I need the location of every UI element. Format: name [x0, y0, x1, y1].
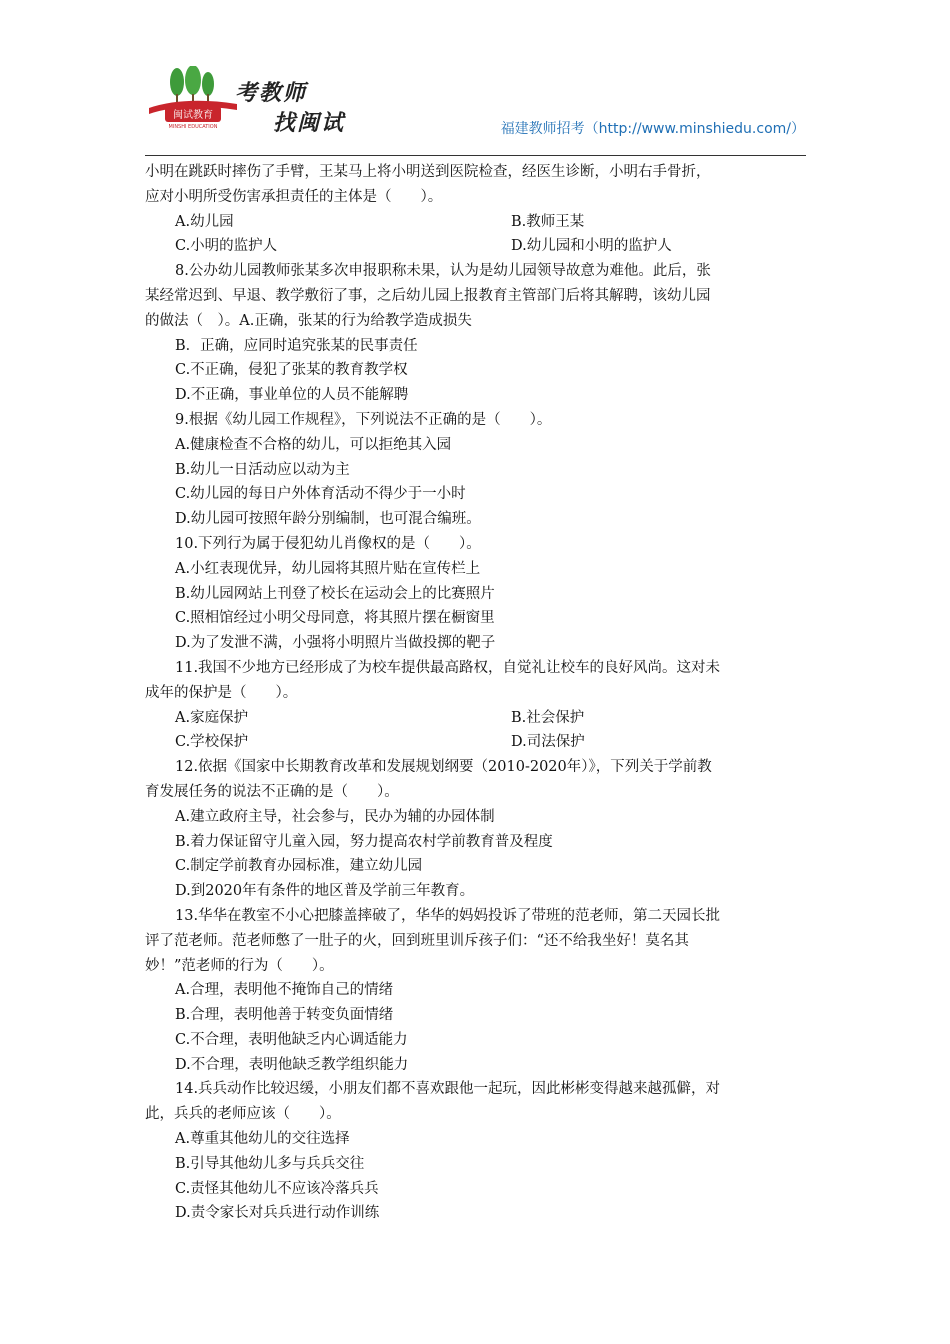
option: D.不正确，事业单位的人员不能解聘	[175, 387, 409, 404]
option: B.教师王某	[511, 213, 585, 230]
option: D.司法保护	[511, 734, 585, 751]
option: C.照相馆经过小明父母同意，将其照片摆在橱窗里	[175, 610, 495, 627]
text-line: 育发展任务的说法不正确的是（ ）。	[145, 783, 399, 800]
option: B．正确，应同时追究张某的民事责任	[175, 337, 418, 354]
question-8: 8.公办幼儿园教师张某多次申报职称未果，认为是幼儿园领导故意为难他。此后，张	[175, 263, 711, 280]
option: D.到2020年有条件的地区普及学前三年教育。	[175, 883, 475, 900]
text-line: 小明在跳跃时摔伤了手臂，王某马上将小明送到医院检查，经医生诊断，小明右手骨折，	[145, 164, 711, 180]
svg-text:闽试教育: 闽试教育	[173, 110, 213, 121]
page-header	[145, 66, 805, 156]
question-11: 11.我国不少地方已经形成了为校车提供最高路权，自觉礼让校车的良好风尚。这对未	[175, 659, 721, 676]
option: C.不正确，侵犯了张某的教育教学权	[175, 362, 408, 379]
slogan-line-2: 找闽试	[273, 110, 346, 136]
question-9: 9.根据《幼儿园工作规程》，下列说法不正确的是（ ）。	[175, 411, 552, 428]
text-line: 的做法（ ）。A.正确，张某的行为给教学造成损失	[145, 312, 472, 329]
option-row	[145, 210, 806, 235]
option: B.合理，表明他善于转变负面情绪	[175, 1007, 394, 1024]
option: A.健康检查不合格的幼儿，可以拒绝其入园	[175, 436, 452, 453]
option: D.为了发泄不满，小强将小明照片当做投掷的靶子	[175, 635, 496, 652]
option: A.幼儿园	[175, 213, 234, 230]
option: C.制定学前教育办园标准，建立幼儿园	[175, 858, 423, 875]
option: D.责令家长对兵兵进行动作训练	[175, 1205, 380, 1222]
option: D.不合理，表明他缺乏教学组织能力	[175, 1056, 409, 1073]
option: A.尊重其他幼儿的交往选择	[175, 1131, 350, 1148]
option: C.责怪其他幼儿不应该冷落兵兵	[175, 1180, 379, 1197]
option: B.幼儿一日活动应以动为主	[175, 461, 350, 478]
option: C.幼儿园的每日户外体育活动不得少于一小时	[175, 486, 466, 503]
question-body	[145, 160, 806, 1226]
site-link[interactable]: 福建教师招考（http://www.minshiedu.com/）	[500, 121, 805, 137]
option: B.引导其他幼儿多与兵兵交往	[175, 1155, 365, 1172]
text-line: 评了范老师。范老师憋了一肚子的火，回到班里训斥孩子们：“还不给我坐好！莫名其	[145, 932, 689, 949]
option: A.建立政府主导，社会参与，民办为辅的办园体制	[175, 808, 495, 825]
option: D.幼儿园可按照年龄分别编制，也可混合编班。	[175, 511, 481, 528]
option: C.学校保护	[175, 734, 249, 751]
question-13: 13.华华在教室不小心把膝盖摔破了，华华的妈妈投诉了带班的范老师，第二天园长批	[175, 907, 721, 924]
option: B.着力保证留守儿童入园，努力提高农村学前教育普及程度	[175, 833, 553, 850]
text-line: 应对小明所受伤害承担责任的主体是（ ）。	[145, 188, 443, 205]
text-line: 某经常迟到、早退、教学敷衍了事，之后幼儿园上报教育主管部门后将其解聘，该幼儿园	[145, 287, 711, 304]
option-row	[145, 234, 806, 259]
text-line: 妙！”范老师的行为（ ）。	[145, 957, 334, 974]
question-10: 10.下列行为属于侵犯幼儿肖像权的是（ ）。	[175, 535, 481, 552]
question-14: 14.兵兵动作比较迟缓，小朋友们都不喜欢跟他一起玩，因此彬彬变得越来越孤僻，对	[175, 1081, 721, 1098]
option: B.社会保护	[511, 709, 585, 726]
minshi-logo	[145, 66, 245, 130]
option: A.小红表现优异，幼儿园将其照片贴在宣传栏上	[175, 560, 481, 577]
option: A.合理，表明他不掩饰自己的情绪	[175, 982, 394, 999]
text-line: 此，兵兵的老师应该（ ）。	[145, 1106, 341, 1123]
option: D.幼儿园和小明的监护人	[511, 238, 672, 255]
text-line: 成年的保护是（ ）。	[145, 684, 298, 701]
option: A.家庭保护	[175, 709, 249, 726]
option: C.小明的监护人	[175, 238, 278, 255]
svg-text:MINSHI EDUCATION: MINSHI EDUCATION	[168, 124, 218, 130]
header-divider	[145, 155, 806, 156]
option-row	[145, 730, 806, 755]
question-12: 12.依据《国家中长期教育改革和发展规划纲要（2010-2020年）》，下列关于学前教	[175, 759, 712, 776]
option: C.不合理，表明他缺乏内心调适能力	[175, 1031, 408, 1048]
option: B.幼儿园网站上刊登了校长在运动会上的比赛照片	[175, 585, 495, 602]
slogan-line-1: 考教师	[235, 80, 308, 106]
option-row	[145, 706, 806, 731]
